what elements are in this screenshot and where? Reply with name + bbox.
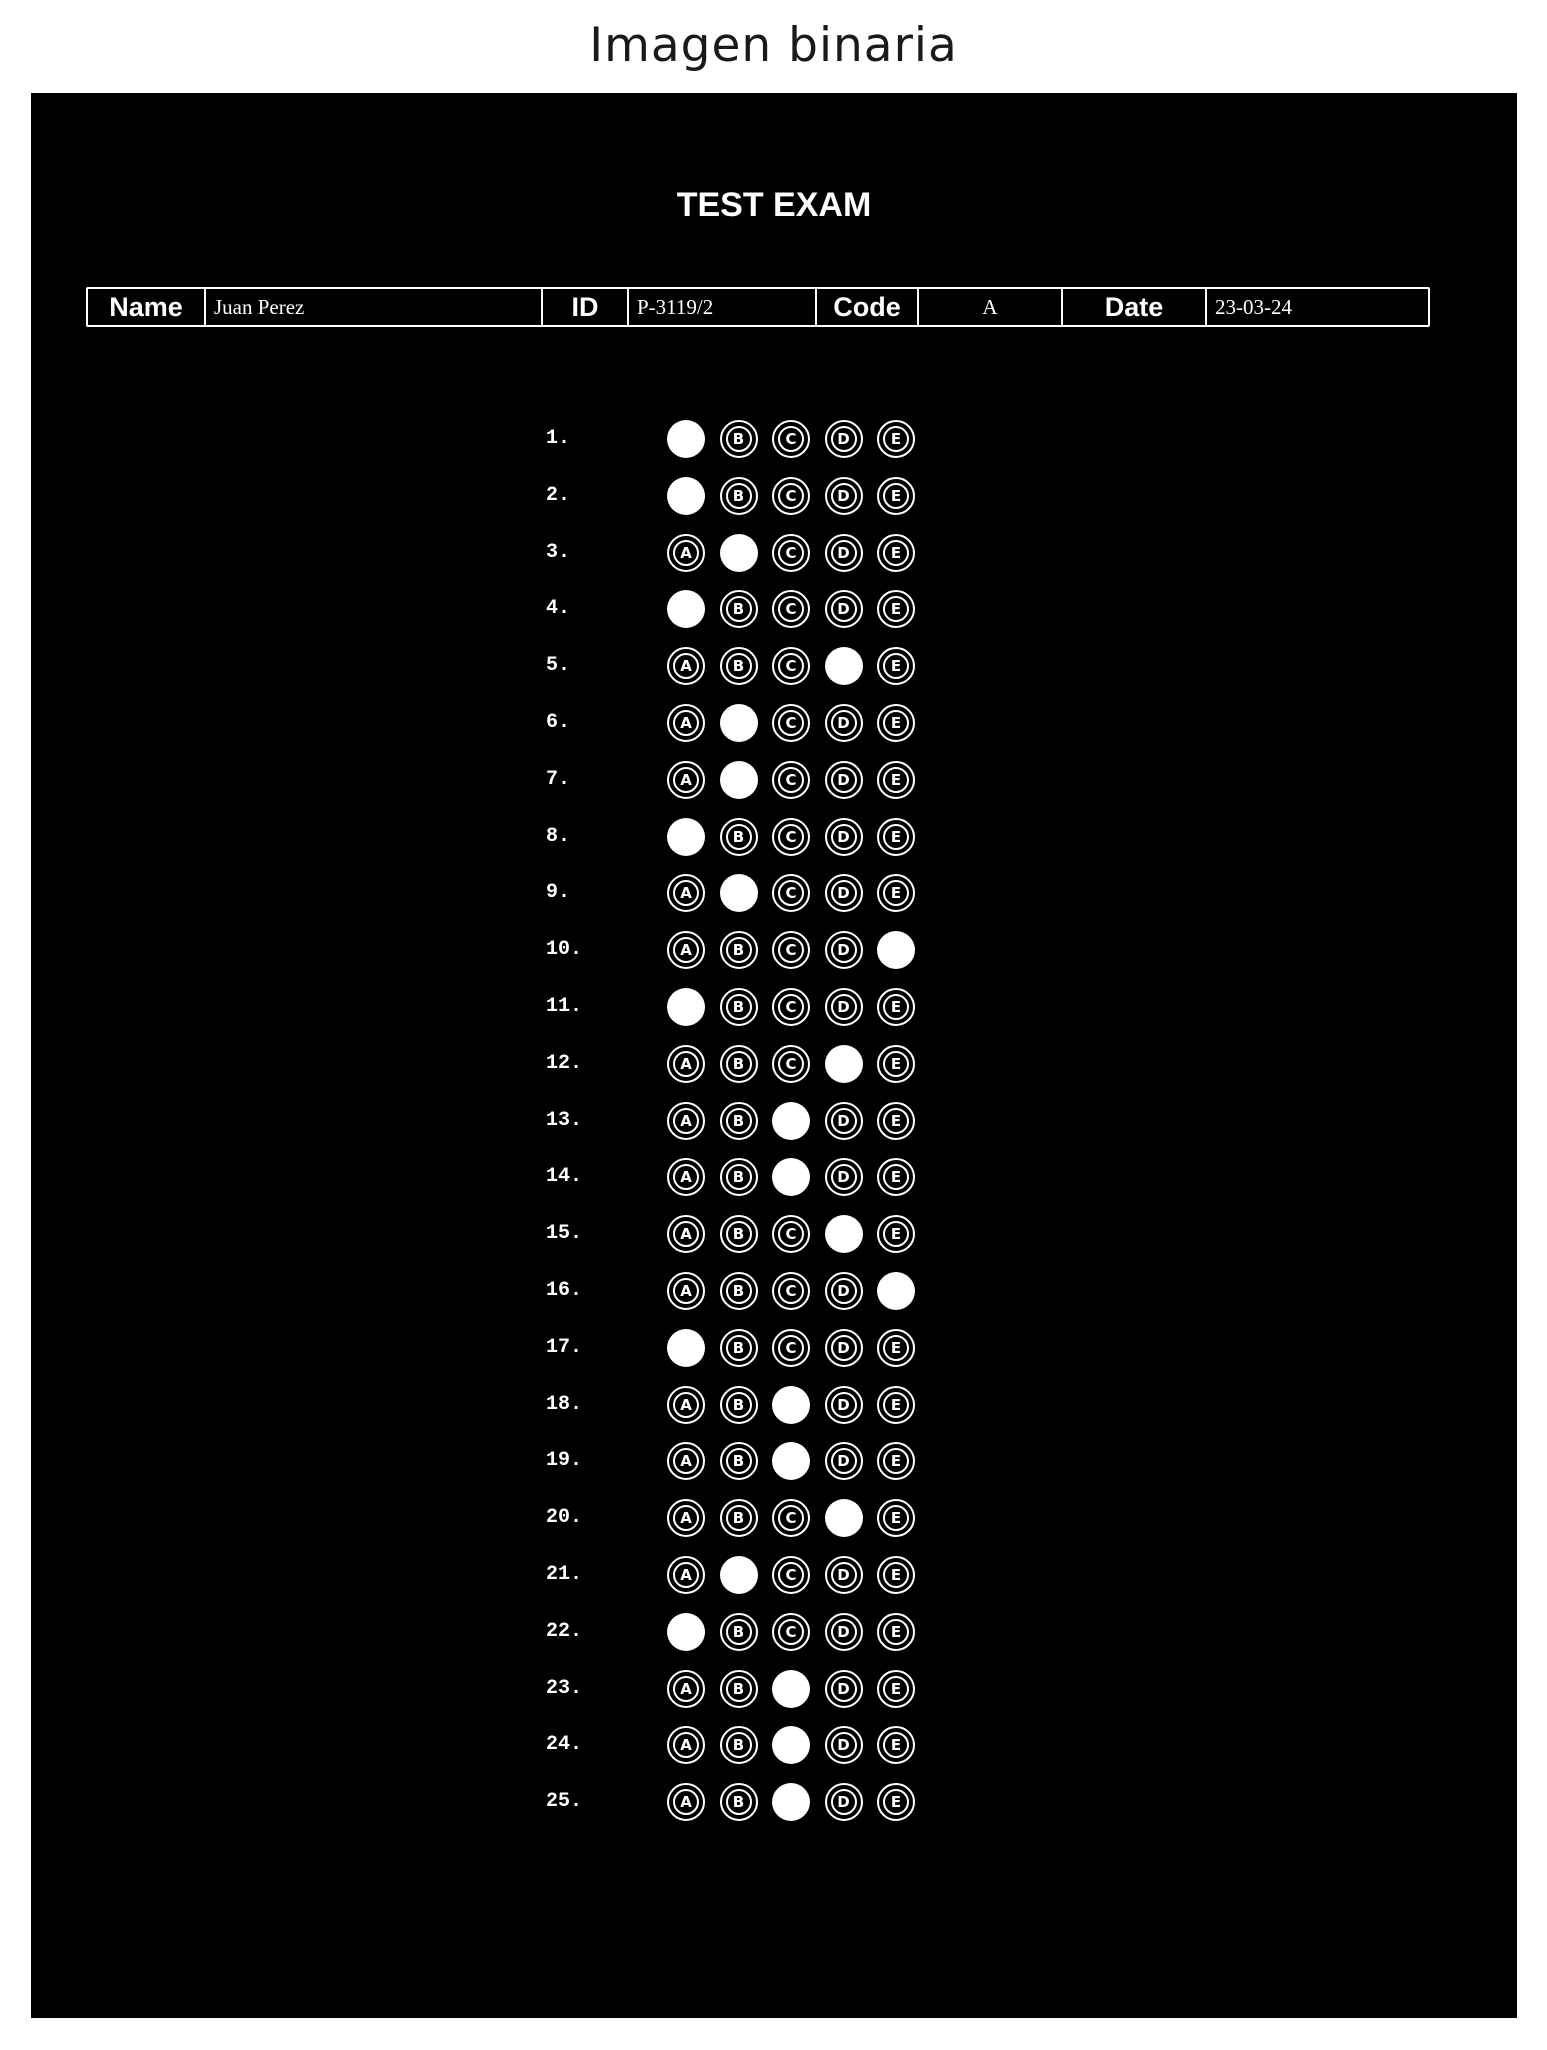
question-row [31, 646, 1517, 686]
bubble-letter: C [785, 827, 797, 846]
bubble-e-filled[interactable] [877, 931, 915, 969]
bubble-a-filled[interactable] [667, 818, 705, 856]
bubble-e[interactable] [877, 1499, 915, 1537]
bubble-a[interactable] [667, 1499, 705, 1537]
bubble-e[interactable] [877, 1215, 915, 1253]
bubble-c-filled[interactable] [772, 1783, 810, 1821]
question-number: 24. [546, 1733, 583, 1757]
bubble-letter: A [680, 714, 692, 732]
bubble-d-filled[interactable] [825, 1499, 863, 1537]
bubble-letter: B [732, 827, 745, 846]
bubble-c[interactable] [772, 647, 810, 685]
bubble-b[interactable] [720, 1783, 758, 1821]
question-row [31, 1328, 1517, 1368]
bubble-letter: C [785, 1054, 797, 1073]
question-row [31, 1157, 1517, 1197]
bubble-e[interactable] [877, 1726, 915, 1764]
bubble-letter: C [785, 543, 797, 562]
bubble-b[interactable] [720, 818, 758, 856]
bubble-letter: D [837, 884, 850, 903]
bubble-c-filled[interactable] [772, 1442, 810, 1480]
bubble-a[interactable] [667, 534, 705, 572]
bubble-b[interactable] [720, 1442, 758, 1480]
bubble-b[interactable] [720, 1613, 758, 1651]
bubble-d[interactable] [825, 1726, 863, 1764]
bubble-letter: E [890, 1111, 902, 1130]
bubble-e[interactable] [877, 1045, 915, 1083]
bubble-letter: E [890, 1679, 902, 1698]
bubble-letter: C [785, 1509, 797, 1528]
bubble-d[interactable] [825, 590, 863, 628]
bubble-a[interactable] [667, 704, 705, 742]
bubble-letter: A [680, 657, 692, 676]
question-number: 15. [546, 1222, 583, 1246]
bubble-c[interactable] [772, 1499, 810, 1537]
bubble-letter: B [732, 998, 745, 1016]
bubble-letter: C [785, 1622, 797, 1641]
question-row [31, 533, 1517, 573]
bubble-letter: A [680, 941, 692, 960]
bubble-c[interactable] [772, 874, 810, 912]
name-value: Juan Perez [206, 289, 543, 325]
question-row [31, 419, 1517, 459]
question-number: 21. [546, 1563, 583, 1586]
bubble-d[interactable] [825, 704, 863, 742]
bubble-letter: D [837, 1566, 850, 1584]
bubble-letter: A [680, 770, 692, 789]
bubble-letter: A [680, 1168, 692, 1187]
bubble-letter: B [732, 1111, 745, 1130]
binary-image-panel [31, 93, 1517, 2018]
question-number: 1. [546, 427, 571, 450]
bubble-letter: C [785, 430, 797, 448]
bubble-letter: D [837, 1793, 850, 1812]
bubble-letter: A [680, 1736, 692, 1755]
question-number: 9. [546, 881, 571, 905]
question-row [31, 1101, 1517, 1141]
bubble-letter: E [890, 998, 902, 1016]
bubble-letter: D [837, 1282, 850, 1300]
date-value: 23-03-24 [1215, 294, 1292, 319]
bubble-e[interactable] [877, 534, 915, 572]
bubble-letter: E [890, 486, 902, 505]
bubble-c[interactable] [772, 1329, 810, 1367]
bubble-a[interactable] [667, 1783, 705, 1821]
bubble-letter: E [890, 1338, 902, 1357]
bubble-a[interactable] [667, 1272, 705, 1310]
bubble-c-filled[interactable] [772, 1386, 810, 1424]
bubble-b-filled[interactable] [720, 761, 758, 799]
bubble-a[interactable] [667, 647, 705, 685]
question-number: 25. [546, 1790, 583, 1814]
bubble-c[interactable] [772, 477, 810, 515]
bubble-d[interactable] [825, 988, 863, 1026]
question-number: 13. [546, 1108, 583, 1132]
bubble-c[interactable] [772, 818, 810, 856]
date-label: Date [1063, 289, 1207, 325]
question-row [31, 1555, 1517, 1595]
bubble-letter: B [732, 1054, 745, 1073]
bubble-d[interactable] [825, 874, 863, 912]
question-row [31, 1725, 1517, 1765]
question-row [31, 987, 1517, 1027]
bubble-letter: E [890, 1452, 902, 1471]
bubble-letter: B [732, 1452, 745, 1471]
bubble-a[interactable] [667, 1670, 705, 1708]
question-number: 2. [546, 483, 571, 507]
bubble-b[interactable] [720, 1670, 758, 1708]
bubble-letter: E [890, 1168, 902, 1187]
bubble-c[interactable] [772, 988, 810, 1026]
question-number: 11. [546, 995, 583, 1018]
bubble-letter: D [837, 600, 850, 619]
bubble-letter: D [837, 714, 850, 732]
bubble-e[interactable] [877, 1442, 915, 1480]
code-value: A [919, 289, 1063, 325]
question-row [31, 1385, 1517, 1425]
bubble-letter: D [837, 1395, 850, 1414]
exam-title: TEST EXAM [676, 186, 872, 224]
bubble-letter: A [680, 1282, 692, 1300]
bubble-b[interactable] [720, 1726, 758, 1764]
bubble-letter: D [837, 1338, 850, 1357]
bubble-e[interactable] [877, 818, 915, 856]
bubble-letter: B [732, 1168, 745, 1187]
bubble-d[interactable] [825, 1102, 863, 1140]
bubble-letter: A [680, 1225, 692, 1244]
question-row [31, 873, 1517, 913]
bubble-letter: C [785, 1338, 797, 1357]
bubble-d[interactable] [825, 1272, 863, 1310]
bubble-e[interactable] [877, 647, 915, 685]
bubble-c-filled[interactable] [772, 1158, 810, 1196]
bubble-b[interactable] [720, 647, 758, 685]
bubble-letter: E [890, 714, 902, 732]
question-row [31, 1271, 1517, 1311]
bubble-letter: C [785, 1282, 797, 1300]
bubble-a[interactable] [667, 1386, 705, 1424]
bubble-letter: E [890, 1622, 902, 1641]
bubble-b[interactable] [720, 931, 758, 969]
bubble-letter: D [837, 941, 850, 960]
question-row [31, 1782, 1517, 1822]
question-row [31, 1498, 1517, 1538]
question-row [31, 760, 1517, 800]
bubble-e[interactable] [877, 1670, 915, 1708]
bubble-letter: C [785, 714, 797, 732]
bubble-e[interactable] [877, 761, 915, 799]
bubble-letter: D [837, 1452, 850, 1471]
bubble-a[interactable] [667, 931, 705, 969]
question-row [31, 589, 1517, 629]
bubble-letter: E [890, 1566, 902, 1584]
bubble-letter: D [837, 1736, 850, 1755]
id-value: P-3119/2 [629, 289, 817, 325]
bubble-letter: A [680, 1566, 692, 1584]
bubble-letter: A [680, 1793, 692, 1812]
bubble-a-filled[interactable] [667, 590, 705, 628]
bubble-a[interactable] [667, 1215, 705, 1253]
question-number: 14. [546, 1165, 583, 1189]
bubble-b[interactable] [720, 1329, 758, 1367]
bubble-letter: B [732, 1225, 745, 1244]
bubble-letter: C [785, 998, 797, 1016]
bubble-letter: B [732, 430, 745, 448]
bubble-letter: E [890, 1793, 902, 1812]
bubble-c[interactable] [772, 420, 810, 458]
bubble-d[interactable] [825, 420, 863, 458]
bubble-b[interactable] [720, 1102, 758, 1140]
bubble-letter: C [785, 941, 797, 960]
bubble-c[interactable] [772, 1556, 810, 1594]
bubble-e[interactable] [877, 988, 915, 1026]
bubble-letter: C [785, 1566, 797, 1584]
bubble-a-filled[interactable] [667, 420, 705, 458]
bubble-e[interactable] [877, 1102, 915, 1140]
question-row [31, 1612, 1517, 1652]
bubble-a-filled[interactable] [667, 1613, 705, 1651]
bubble-b-filled[interactable] [720, 704, 758, 742]
question-number: 22. [546, 1619, 583, 1643]
bubble-letter: B [732, 1395, 745, 1414]
bubble-e[interactable] [877, 704, 915, 742]
question-number: 5. [546, 654, 571, 678]
bubble-b[interactable] [720, 1215, 758, 1253]
bubble-letter: B [732, 657, 745, 676]
bubble-e[interactable] [877, 1329, 915, 1367]
code-label: Code [817, 289, 919, 325]
bubble-c[interactable] [772, 590, 810, 628]
bubble-e-filled[interactable] [877, 1272, 915, 1310]
bubble-a-filled[interactable] [667, 477, 705, 515]
question-row [31, 703, 1517, 743]
bubble-d[interactable] [825, 1556, 863, 1594]
bubble-letter: A [680, 1679, 692, 1698]
bubble-b-filled[interactable] [720, 874, 758, 912]
bubble-d[interactable] [825, 1670, 863, 1708]
bubble-c-filled[interactable] [772, 1670, 810, 1708]
bubble-letter: E [890, 600, 902, 619]
bubble-a[interactable] [667, 874, 705, 912]
bubble-letter: E [890, 884, 902, 903]
id-label: ID [543, 289, 629, 325]
bubble-e[interactable] [877, 1556, 915, 1594]
question-number: 6. [546, 711, 571, 734]
bubble-letter: E [890, 1509, 902, 1528]
bubble-e[interactable] [877, 477, 915, 515]
bubble-letter: B [732, 486, 745, 505]
bubble-c[interactable] [772, 1045, 810, 1083]
question-number: 8. [546, 824, 571, 848]
bubble-letter: B [732, 1338, 745, 1357]
figure-title: Imagen binaria [589, 18, 958, 73]
question-row [31, 1669, 1517, 1709]
bubble-letter: E [890, 543, 902, 562]
bubble-c[interactable] [772, 1613, 810, 1651]
question-number: 12. [546, 1051, 583, 1075]
question-number: 18. [546, 1392, 583, 1416]
bubble-letter: C [785, 657, 797, 676]
bubble-letter: E [890, 430, 902, 448]
bubble-letter: D [837, 1168, 850, 1187]
question-number: 10. [546, 938, 583, 962]
bubble-c[interactable] [772, 534, 810, 572]
bubble-a[interactable] [667, 1556, 705, 1594]
bubble-letter: C [785, 884, 797, 903]
bubble-b-filled[interactable] [720, 534, 758, 572]
bubble-b[interactable] [720, 477, 758, 515]
bubble-c[interactable] [772, 931, 810, 969]
bubble-letter: D [837, 827, 850, 846]
question-row [31, 930, 1517, 970]
bubble-b[interactable] [720, 420, 758, 458]
bubble-letter: C [785, 770, 797, 789]
question-number: 7. [546, 767, 571, 791]
bubble-a[interactable] [667, 1726, 705, 1764]
bubble-letter: D [837, 1679, 850, 1698]
bubble-letter: A [680, 1452, 692, 1471]
bubble-a[interactable] [667, 1045, 705, 1083]
bubble-c[interactable] [772, 1272, 810, 1310]
bubble-letter: B [732, 1679, 745, 1698]
bubble-letter: D [837, 1622, 850, 1641]
bubble-e[interactable] [877, 420, 915, 458]
bubble-e[interactable] [877, 1613, 915, 1651]
bubble-letter: D [837, 770, 850, 789]
question-row [31, 476, 1517, 516]
bubble-letter: B [732, 1509, 745, 1528]
question-number: 4. [546, 597, 571, 621]
bubble-letter: A [680, 1054, 692, 1073]
bubble-letter: B [732, 1793, 745, 1812]
bubble-a[interactable] [667, 761, 705, 799]
bubble-e[interactable] [877, 1783, 915, 1821]
question-number: 19. [546, 1449, 583, 1473]
bubble-d[interactable] [825, 1783, 863, 1821]
bubble-letter: E [890, 657, 902, 676]
bubble-a[interactable] [667, 1158, 705, 1196]
bubble-d[interactable] [825, 1329, 863, 1367]
bubble-b[interactable] [720, 1045, 758, 1083]
bubble-e[interactable] [877, 874, 915, 912]
question-row [31, 1044, 1517, 1084]
bubble-a[interactable] [667, 1102, 705, 1140]
bubble-c-filled[interactable] [772, 1726, 810, 1764]
bubble-a[interactable] [667, 1442, 705, 1480]
bubble-d[interactable] [825, 1386, 863, 1424]
bubble-e[interactable] [877, 1158, 915, 1196]
name-label: Name [88, 289, 206, 325]
bubble-c[interactable] [772, 704, 810, 742]
bubble-d-filled[interactable] [825, 1215, 863, 1253]
question-number: 23. [546, 1676, 583, 1700]
bubble-letter: A [680, 884, 692, 903]
bubble-d[interactable] [825, 818, 863, 856]
bubble-letter: C [785, 1225, 797, 1244]
question-number: 3. [546, 540, 571, 564]
bubble-letter: A [680, 1111, 692, 1130]
bubble-c[interactable] [772, 1215, 810, 1253]
bubble-b[interactable] [720, 1158, 758, 1196]
bubble-letter: B [732, 941, 745, 960]
bubble-letter: C [785, 486, 797, 505]
bubble-letter: B [732, 600, 745, 619]
bubble-letter: E [890, 770, 902, 789]
bubble-b[interactable] [720, 988, 758, 1026]
bubble-d-filled[interactable] [825, 647, 863, 685]
answer-grid [31, 93, 1517, 2018]
bubble-c-filled[interactable] [772, 1102, 810, 1140]
question-row [31, 1441, 1517, 1481]
bubble-letter: D [837, 543, 850, 562]
bubble-d[interactable] [825, 534, 863, 572]
bubble-letter: A [680, 543, 692, 562]
question-number: 20. [546, 1506, 583, 1530]
bubble-letter: D [837, 1111, 850, 1130]
bubble-letter: D [837, 998, 850, 1016]
bubble-letter: B [732, 1736, 745, 1755]
bubble-b[interactable] [720, 1499, 758, 1537]
bubble-b[interactable] [720, 590, 758, 628]
bubble-letter: E [890, 827, 902, 846]
bubble-letter: D [837, 486, 850, 505]
bubble-d-filled[interactable] [825, 1045, 863, 1083]
bubble-letter: C [785, 600, 797, 619]
bubble-a-filled[interactable] [667, 988, 705, 1026]
bubble-letter: B [732, 1282, 745, 1300]
bubble-d[interactable] [825, 477, 863, 515]
bubble-d[interactable] [825, 761, 863, 799]
bubble-letter: E [890, 1054, 902, 1073]
bubble-letter: B [732, 1622, 745, 1641]
bubble-b[interactable] [720, 1386, 758, 1424]
bubble-letter: E [890, 1225, 902, 1244]
bubble-d[interactable] [825, 1158, 863, 1196]
question-row [31, 1214, 1517, 1254]
bubble-d[interactable] [825, 931, 863, 969]
bubble-a-filled[interactable] [667, 1329, 705, 1367]
bubble-letter: D [837, 430, 850, 448]
bubble-d[interactable] [825, 1442, 863, 1480]
bubble-letter: A [680, 1509, 692, 1528]
bubble-e[interactable] [877, 590, 915, 628]
bubble-b-filled[interactable] [720, 1556, 758, 1594]
bubble-letter: E [890, 1395, 902, 1414]
bubble-e[interactable] [877, 1386, 915, 1424]
question-number: 16. [546, 1279, 583, 1302]
bubble-letter: E [890, 1736, 902, 1755]
bubble-letter: A [680, 1395, 692, 1414]
bubble-d[interactable] [825, 1613, 863, 1651]
question-number: 17. [546, 1335, 583, 1359]
bubble-b[interactable] [720, 1272, 758, 1310]
question-row [31, 817, 1517, 857]
bubble-c[interactable] [772, 761, 810, 799]
